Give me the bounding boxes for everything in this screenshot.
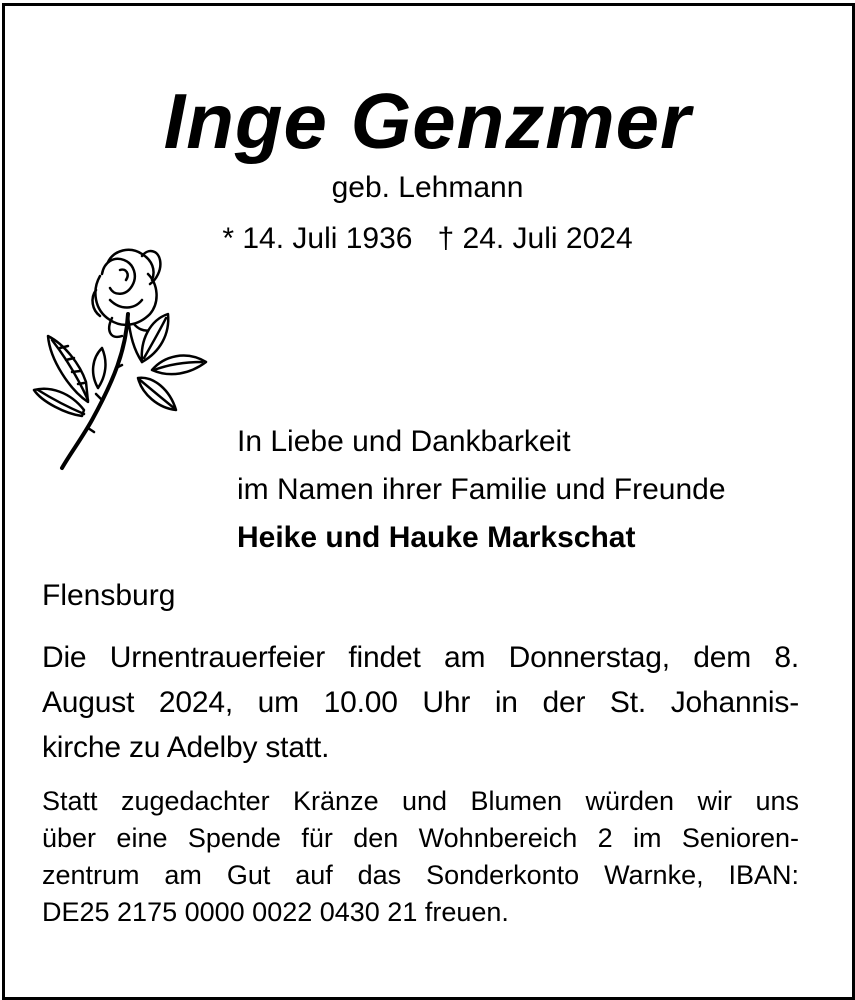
ceremony-line-3: kirche zu Adelby statt. bbox=[42, 731, 330, 764]
donation-paragraph bbox=[42, 783, 799, 931]
ceremony-line-2: August 2024, um 10.00 Uhr in der St. Johannis- bbox=[42, 686, 799, 719]
thanks-line-2: im Namen ihrer Familie und Freunde bbox=[237, 473, 726, 506]
rose-icon bbox=[30, 240, 212, 476]
thanks-block bbox=[237, 418, 726, 562]
maiden-name: geb. Lehmann bbox=[331, 171, 524, 204]
donation-line-2: über eine Spende für den Wohnbereich 2 im Senioren- bbox=[42, 823, 799, 853]
donation-line-4: DE25 2175 0000 0022 0430 21 freuen. bbox=[42, 897, 509, 927]
deceased-name: Inge Genzmer bbox=[163, 77, 692, 165]
signers: Heike und Hauke Markschat bbox=[237, 521, 636, 554]
ceremony-line-1: Die Urnentrauerfeier findet am Donnerstag, dem 8. bbox=[42, 641, 799, 674]
ceremony-paragraph bbox=[42, 635, 799, 770]
donation-line-3: zentrum am Gut auf das Sonderkonto Warnke, IBAN: bbox=[42, 860, 799, 890]
donation-line-1: Statt zugedachter Kränze und Blumen würden wir uns bbox=[42, 786, 799, 816]
city: Flensburg bbox=[42, 579, 176, 612]
life-dates: * 14. Juli 1936 † 24. Juli 2024 bbox=[222, 222, 633, 255]
thanks-line-1: In Liebe und Dankbarkeit bbox=[237, 425, 571, 458]
